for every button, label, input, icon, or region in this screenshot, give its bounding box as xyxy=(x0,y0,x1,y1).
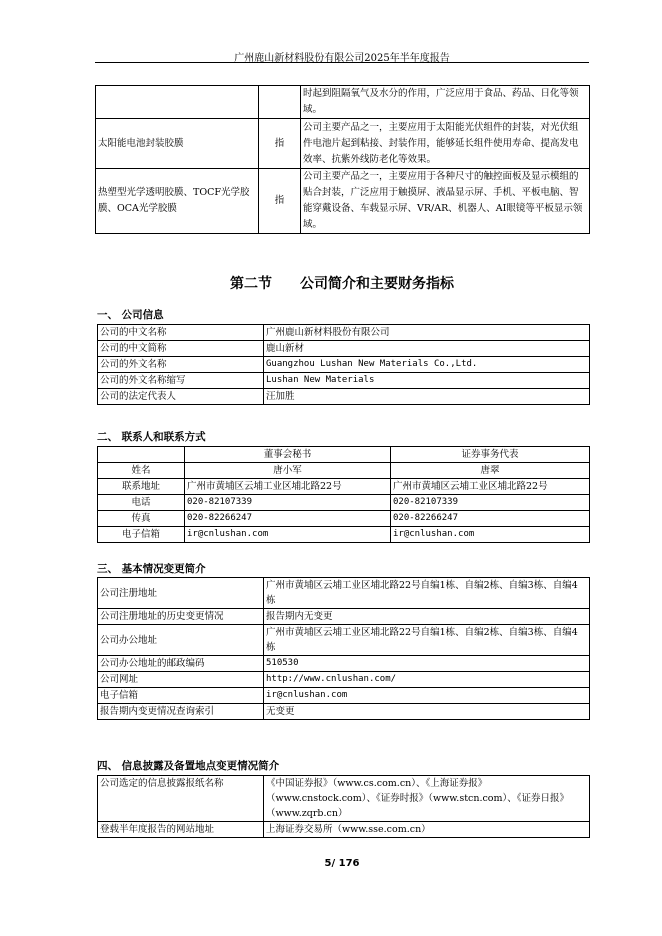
table-row xyxy=(96,86,590,119)
table-row xyxy=(98,325,590,341)
row-value: 唐小军 xyxy=(185,463,391,479)
row-label: 公司的法定代表人 xyxy=(98,389,264,405)
row-label: 电子信箱 xyxy=(98,688,264,704)
row-value: 广州鹿山新材料股份有限公司 xyxy=(264,325,590,341)
table-row xyxy=(96,169,590,234)
definition-zhi: 指 xyxy=(259,169,301,234)
table-row xyxy=(98,357,590,373)
subsection-1-title: 一、 公司信息 xyxy=(97,309,164,321)
definition-term: 热塑型光学透明胶膜、TOCF光学胶膜、OCA光学胶膜 xyxy=(96,169,259,234)
subsection-2-title: 二、 联系人和联系方式 xyxy=(97,431,206,443)
definition-term xyxy=(96,86,259,119)
row-label: 公司的中文简称 xyxy=(98,341,264,357)
table-row xyxy=(98,511,590,527)
row-value: 上海证券交易所（www.sse.com.cn） xyxy=(264,822,590,838)
row-value: 唐翠 xyxy=(391,463,590,479)
row-value: 广州市黄埔区云埔工业区埔北路22号 xyxy=(391,479,590,495)
row-value: 510530 xyxy=(264,656,590,672)
definitions-table xyxy=(95,85,590,234)
table-row xyxy=(98,463,590,479)
row-label: 公司办公地址的邮政编码 xyxy=(98,656,264,672)
row-label: 公司的中文名称 xyxy=(98,325,264,341)
contacts-table xyxy=(97,446,590,543)
definition-desc: 公司主要产品之一，主要应用于各种尺寸的触控面板及显示模组的贴合封装，广泛应用于触摸屏、液晶显示屏、手机、平板电脑、智能穿戴设备、车载显示屏、VR/AR、机器人、AI眼镜等平板显示领域。 xyxy=(301,169,590,234)
row-value: 无变更 xyxy=(264,704,590,720)
disclosure-table xyxy=(97,775,590,838)
table-row xyxy=(98,704,590,720)
row-value: 020-82107339 xyxy=(391,495,590,511)
row-value: 广州市黄埔区云埔工业区埔北路22号自编1栋、自编2栋、自编3栋、自编4栋 xyxy=(264,625,590,656)
row-label: 姓名 xyxy=(98,463,185,479)
row-value: Lushan New Materials xyxy=(264,373,590,389)
table-row xyxy=(98,688,590,704)
page-number: 5/ 176 xyxy=(324,858,360,869)
header-divider xyxy=(95,62,589,63)
row-label: 公司选定的信息披露报纸名称 xyxy=(98,776,264,822)
table-row xyxy=(98,341,590,357)
subsection-4-title: 四、 信息披露及备置地点变更情况简介 xyxy=(97,760,280,772)
row-label: 登载半年度报告的网站地址 xyxy=(98,822,264,838)
column-header: 董事会秘书 xyxy=(185,447,391,463)
row-value: 广州市黄埔区云埔工业区埔北路22号 xyxy=(185,479,391,495)
row-label: 公司的外文名称 xyxy=(98,357,264,373)
table-row xyxy=(98,672,590,688)
row-label: 电子信箱 xyxy=(98,527,185,543)
row-value: ir@cnlushan.com xyxy=(264,688,590,704)
table-row xyxy=(98,389,590,405)
table-row xyxy=(96,119,590,169)
table-row xyxy=(98,495,590,511)
row-label: 传真 xyxy=(98,511,185,527)
section-title: 第二节 公司简介和主要财务指标 xyxy=(230,276,454,292)
definition-zhi xyxy=(259,86,301,119)
row-label: 公司办公地址 xyxy=(98,625,264,656)
table-row xyxy=(98,822,590,838)
row-value: 鹿山新材 xyxy=(264,341,590,357)
table-row xyxy=(98,656,590,672)
row-label: 公司的外文名称缩写 xyxy=(98,373,264,389)
row-label: 联系地址 xyxy=(98,479,185,495)
table-row xyxy=(98,776,590,822)
definition-desc: 公司主要产品之一，主要应用于太阳能光伏组件的封装，对光伏组件电池片起到粘接、封装作用，能够延长组件使用寿命、提高发电效率、抗紫外线防老化等效果。 xyxy=(301,119,590,169)
table-row xyxy=(98,447,590,463)
row-value: ir@cnlushan.com xyxy=(185,527,391,543)
row-value: ir@cnlushan.com xyxy=(391,527,590,543)
table-row xyxy=(98,609,590,625)
row-value: http://www.cnlushan.com/ xyxy=(264,672,590,688)
basic-changes-table xyxy=(97,577,590,720)
row-label: 公司注册地址的历史变更情况 xyxy=(98,609,264,625)
row-value: Guangzhou Lushan New Materials Co.,Ltd. xyxy=(264,357,590,373)
row-value: 020-82266247 xyxy=(185,511,391,527)
row-value: 020-82107339 xyxy=(185,495,391,511)
subsection-3-title: 三、 基本情况变更简介 xyxy=(97,563,206,575)
definition-desc: 时起到阻隔氧气及水分的作用，广泛应用于食品、药品、日化等领域。 xyxy=(301,86,590,119)
table-row xyxy=(98,373,590,389)
row-label: 公司网址 xyxy=(98,672,264,688)
company-info-table xyxy=(97,324,590,405)
table-row xyxy=(98,578,590,609)
page-header: 广州鹿山新材料股份有限公司2025年半年度报告 xyxy=(234,53,450,64)
row-value: 《中国证券报》（www.cs.com.cn）、《上海证券报》（www.cnstock.com）、《证券时报》（www.stcn.com）、《证券日报》（www.zqrb.cn） xyxy=(264,776,590,822)
row-value: 020-82266247 xyxy=(391,511,590,527)
row-label: 报告期内变更情况查询索引 xyxy=(98,704,264,720)
definition-zhi: 指 xyxy=(259,119,301,169)
row-value: 报告期内无变更 xyxy=(264,609,590,625)
row-value: 广州市黄埔区云埔工业区埔北路22号自编1栋、自编2栋、自编3栋、自编4栋 xyxy=(264,578,590,609)
row-value: 汪加胜 xyxy=(264,389,590,405)
table-row xyxy=(98,479,590,495)
row-label: 电话 xyxy=(98,495,185,511)
table-row xyxy=(98,527,590,543)
definition-term: 太阳能电池封装胶膜 xyxy=(96,119,259,169)
column-header: 证券事务代表 xyxy=(391,447,590,463)
row-label: 公司注册地址 xyxy=(98,578,264,609)
table-row xyxy=(98,625,590,656)
